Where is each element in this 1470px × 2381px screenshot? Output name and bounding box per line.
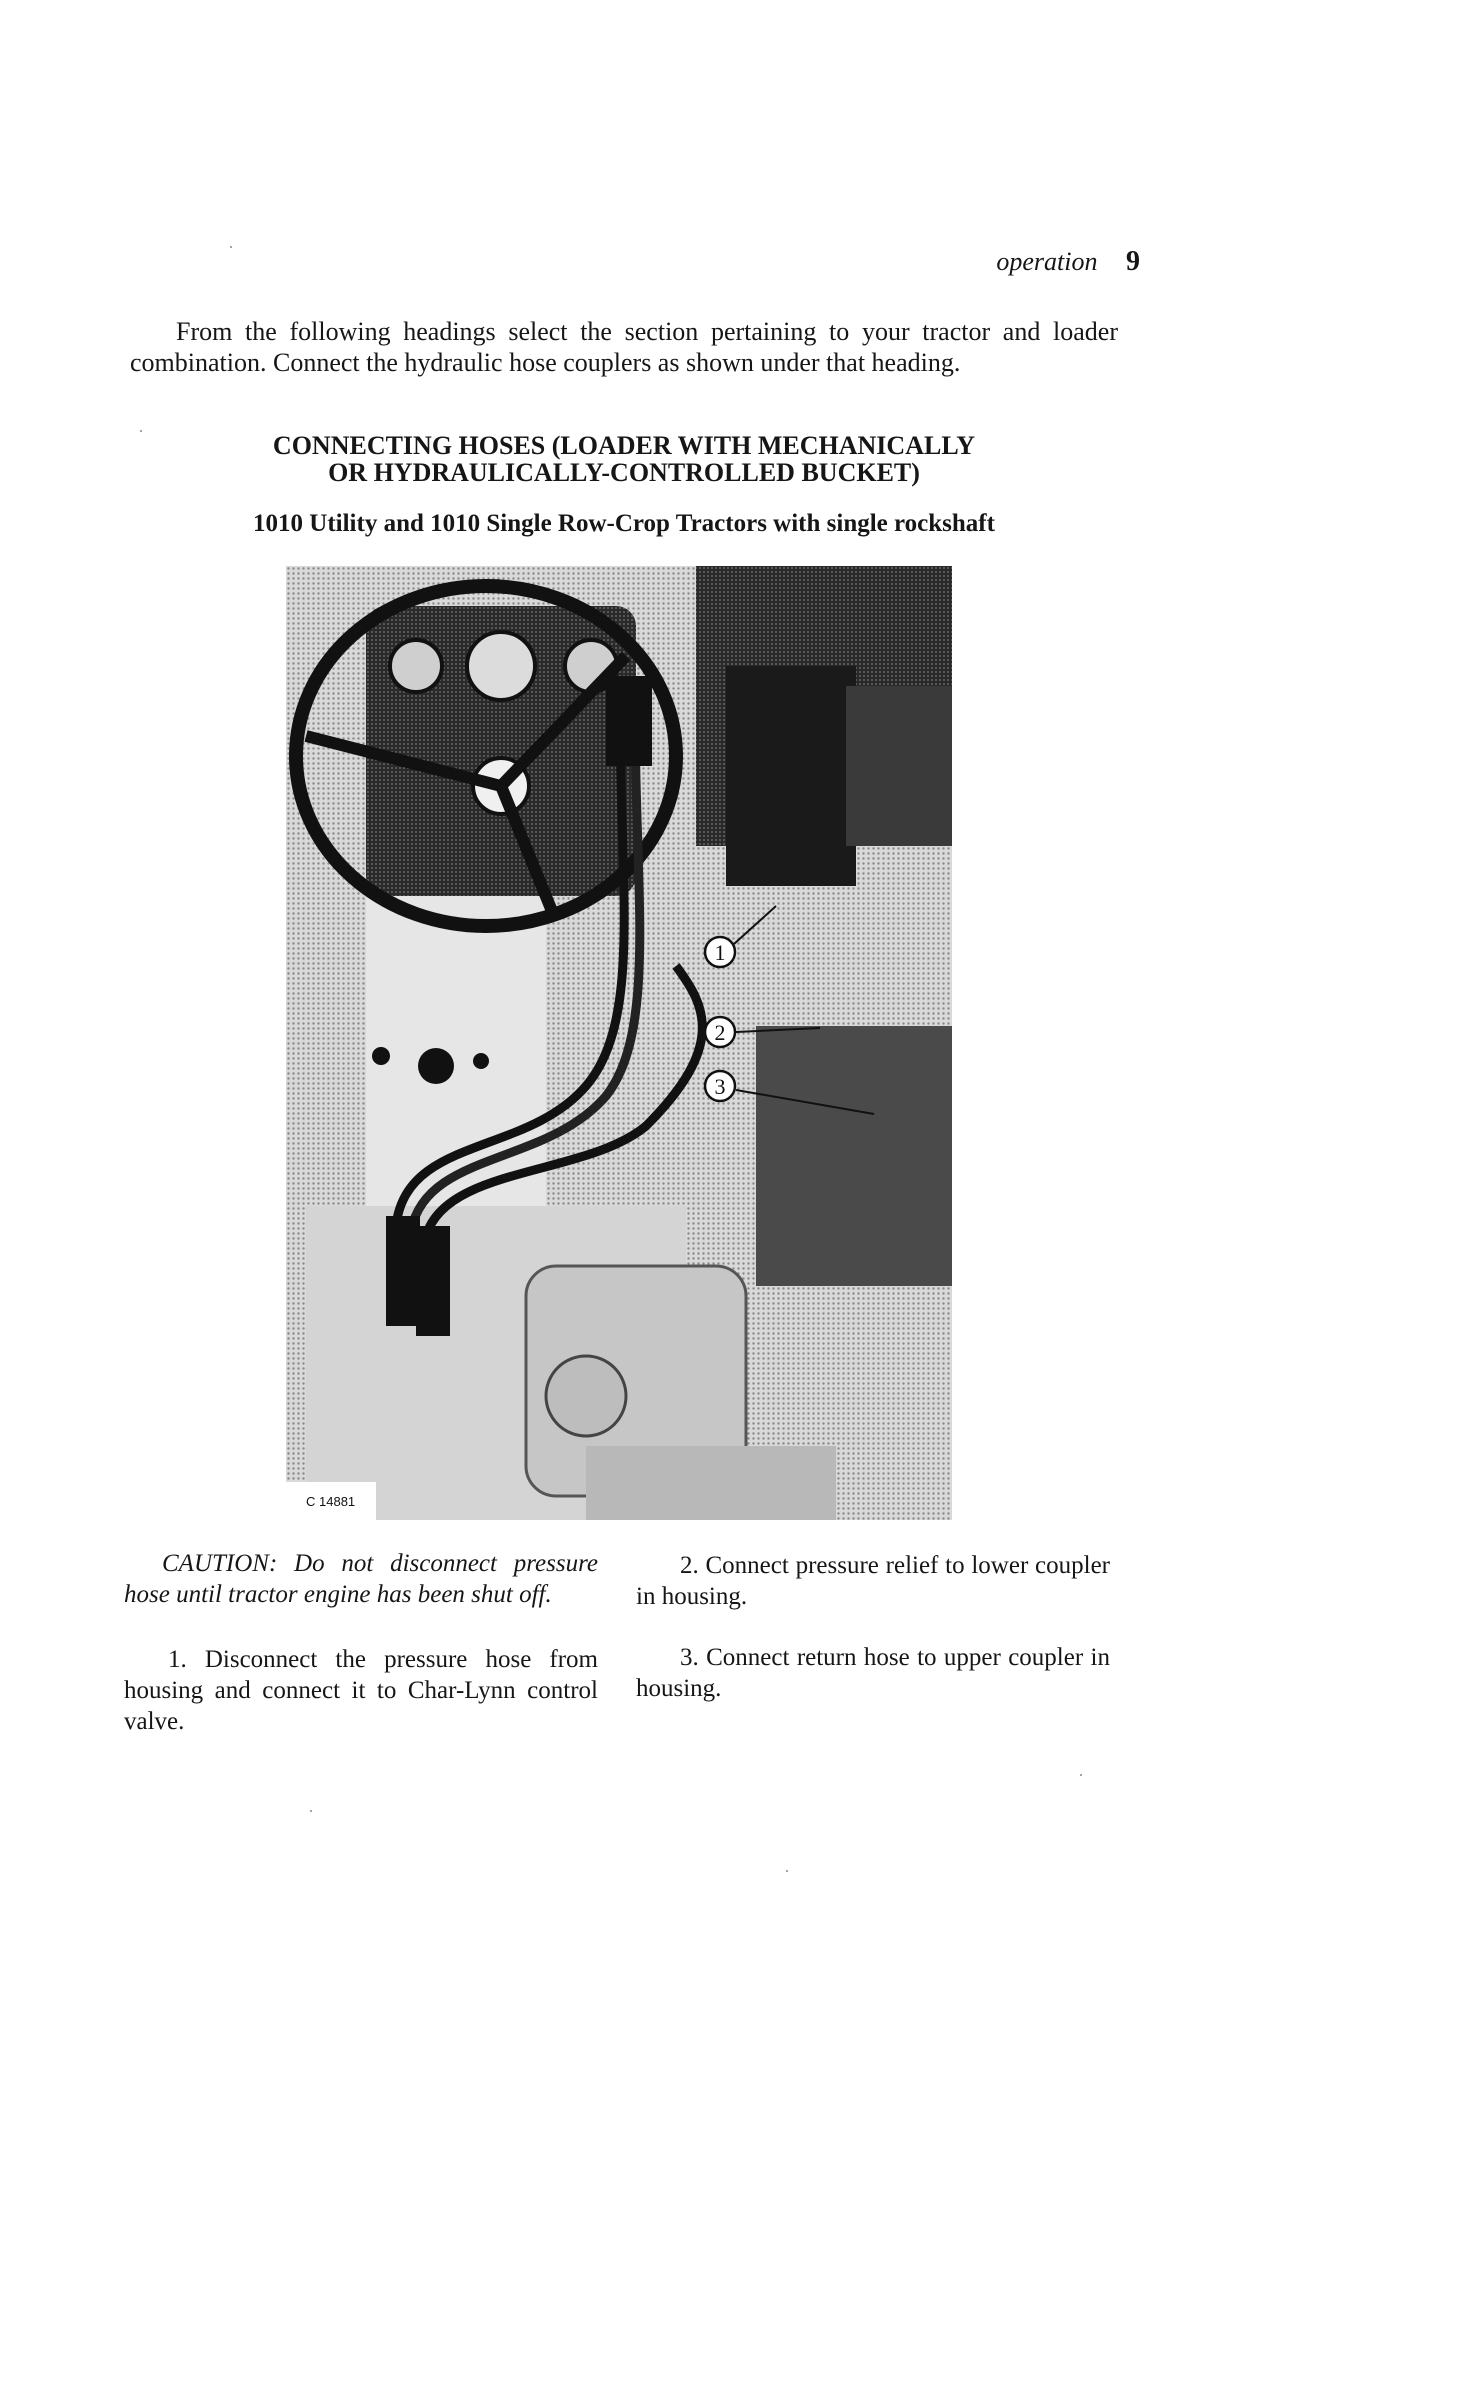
- tractor-photo: [286, 566, 952, 1520]
- step-3: 3. Connect return hose to upper coupler in housing.: [636, 1644, 1110, 1702]
- left-column: [124, 1548, 598, 1767]
- section-title: operation: [996, 247, 1098, 276]
- speck: [230, 246, 232, 248]
- step-2: 2. Connect pressure relief to lower coupler in housing.: [636, 1552, 1110, 1610]
- callout-1-label: 1: [714, 940, 726, 965]
- figure-code: C 14881: [306, 1494, 356, 1509]
- speck: [786, 1870, 788, 1872]
- page-header: [940, 246, 1140, 286]
- section-heading-line-2: OR HYDRAULICALLY-CONTROLLED BUCKET): [328, 458, 920, 487]
- right-column: [636, 1550, 1110, 1734]
- page-number: 9: [1126, 246, 1140, 277]
- callout-2-label: 2: [714, 1020, 726, 1045]
- caution-note: CAUTION: Do not disconnect pressure hose until tractor engine has been shut off.: [124, 1550, 598, 1608]
- step-1: 1. Disconnect the pressure hose from housing and connect it to Char-Lynn control valve.: [124, 1646, 598, 1735]
- section-heading: [130, 432, 1118, 486]
- speck: [140, 430, 142, 432]
- speck: [310, 1810, 312, 1812]
- intro-paragraph: From the following headings select the section pertaining to your tractor and loader combination. Connect the hydraulic hose couplers as shown under that heading.: [130, 317, 1118, 377]
- callout-3-label: 3: [714, 1074, 726, 1099]
- section-heading-line-1: CONNECTING HOSES (LOADER WITH MECHANICALLY: [272, 431, 976, 460]
- speck: [1080, 1774, 1082, 1776]
- subheading: 1010 Utility and 1010 Single Row-Crop Tractors with single rockshaft: [253, 510, 995, 537]
